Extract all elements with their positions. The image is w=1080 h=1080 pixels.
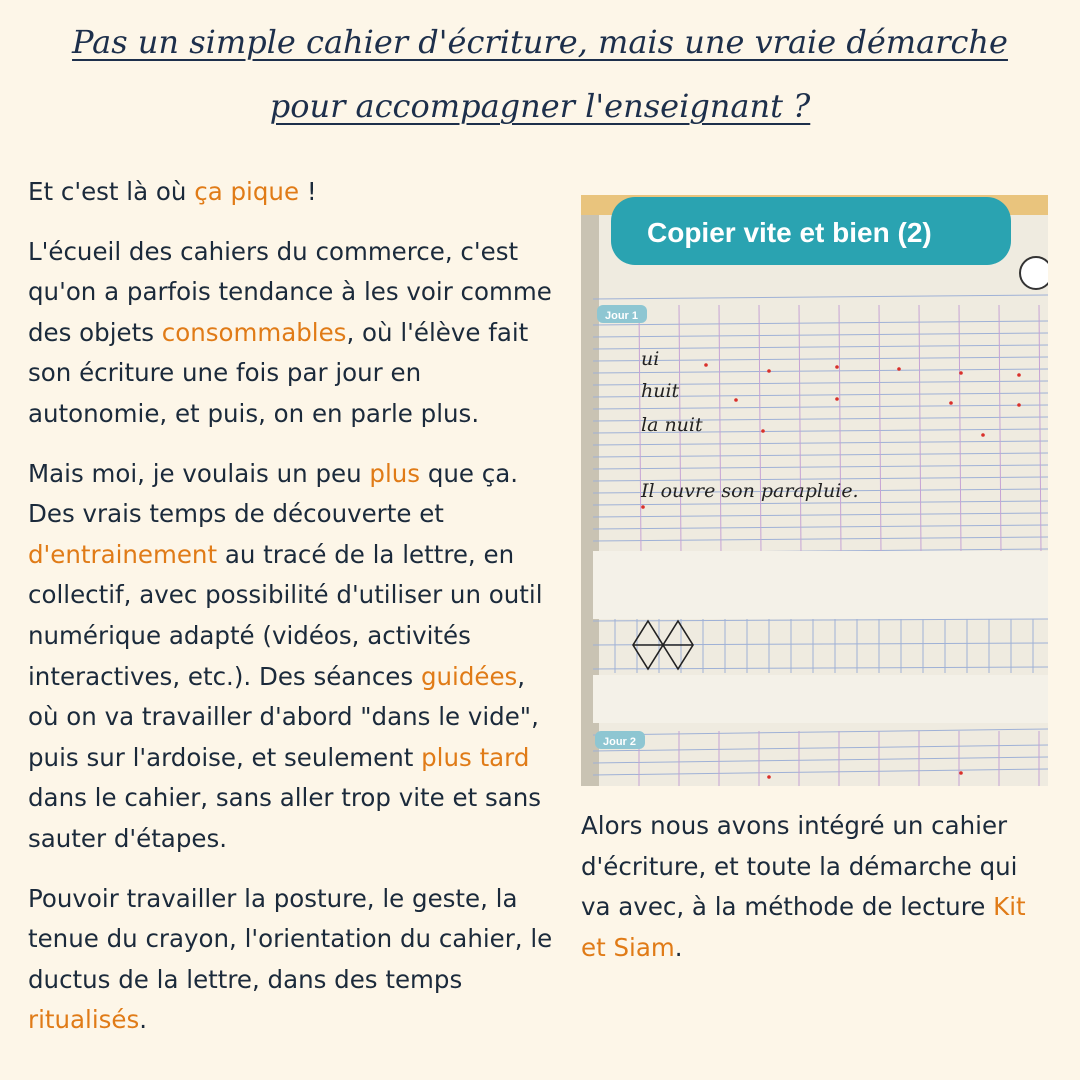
text-run: au tracé de la lettre, en collectif, avec possibilité d'utiliser un outil numérique adapté (vidéos, activités interactives, etc.). Des séances: [28, 539, 543, 691]
day1-label: Jour 1: [605, 310, 639, 322]
highlight-guidees: guidées: [420, 661, 518, 691]
text-run: L'écueil des cahiers du commerce, c'est qu'on a parfois tendance à les voir comme des objets: [28, 236, 552, 347]
highlight-kit-et-siam: Kit et Siam: [581, 892, 1026, 962]
highlight-ca-pique: ça pique: [194, 177, 300, 206]
day2-label: Jour 2: [603, 736, 637, 748]
page-title: [0, 10, 1080, 138]
text-run: , où l'élève fait son écriture une fois par jour en autonomie, et puis, on en parle plus.: [28, 317, 529, 428]
mascot-icon: [1020, 257, 1048, 289]
highlight-consommables: consommables: [161, 317, 347, 347]
cursive-word-1: ui: [641, 348, 660, 370]
highlight-entrainement: d'entrainement: [28, 539, 218, 569]
paragraph-4: [28, 879, 558, 1041]
text-run: .: [139, 1005, 148, 1035]
cursive-word-2: huit: [641, 380, 680, 402]
highlight-ritualises: ritualisés: [28, 1005, 140, 1035]
paragraph-1: [28, 172, 558, 213]
cursive-sentence: Il ouvre son parapluie.: [641, 480, 859, 502]
text-run: dans le cahier, sans aller trop vite et sans sauter d'étapes.: [28, 783, 542, 853]
title-line-1: Pas un simple cahier d'écriture, mais une vraie démarche: [72, 23, 1008, 61]
text-run: Pouvoir travailler la posture, le geste, la tenue du crayon, l'orientation du cahier, le ductus de la lettre, dans des temps: [28, 883, 553, 994]
cursive-word-3: la nuit: [641, 414, 703, 436]
right-column: [581, 806, 1051, 968]
paragraph-3: [28, 454, 558, 860]
text-run: , où on va travailler d'abord "dans le vide", puis sur l'ardoise, et seulement: [28, 661, 539, 772]
paragraph-2: [28, 232, 558, 435]
banner-text: Copier vite et bien (2): [647, 217, 932, 248]
text-run: Alors nous avons intégré un cahier d'écriture, et toute la démarche qui va avec, à la méthode de lecture: [581, 811, 1018, 922]
paragraph-conclusion: [581, 806, 1051, 968]
title-line-2: pour accompagner l'enseignant ?: [269, 87, 811, 125]
left-column: [28, 172, 558, 1060]
text-run: Mais moi, je voulais un peu: [28, 458, 370, 488]
workbook-photo: [581, 195, 1048, 786]
text-run: .: [674, 932, 683, 962]
text-run: Et c'est là où: [28, 177, 195, 206]
text-run: !: [299, 177, 317, 206]
text-run: que ça. Des vrais temps de découverte et: [28, 458, 519, 529]
highlight-plus-tard: plus tard: [421, 742, 530, 772]
highlight-plus: plus: [369, 458, 421, 488]
